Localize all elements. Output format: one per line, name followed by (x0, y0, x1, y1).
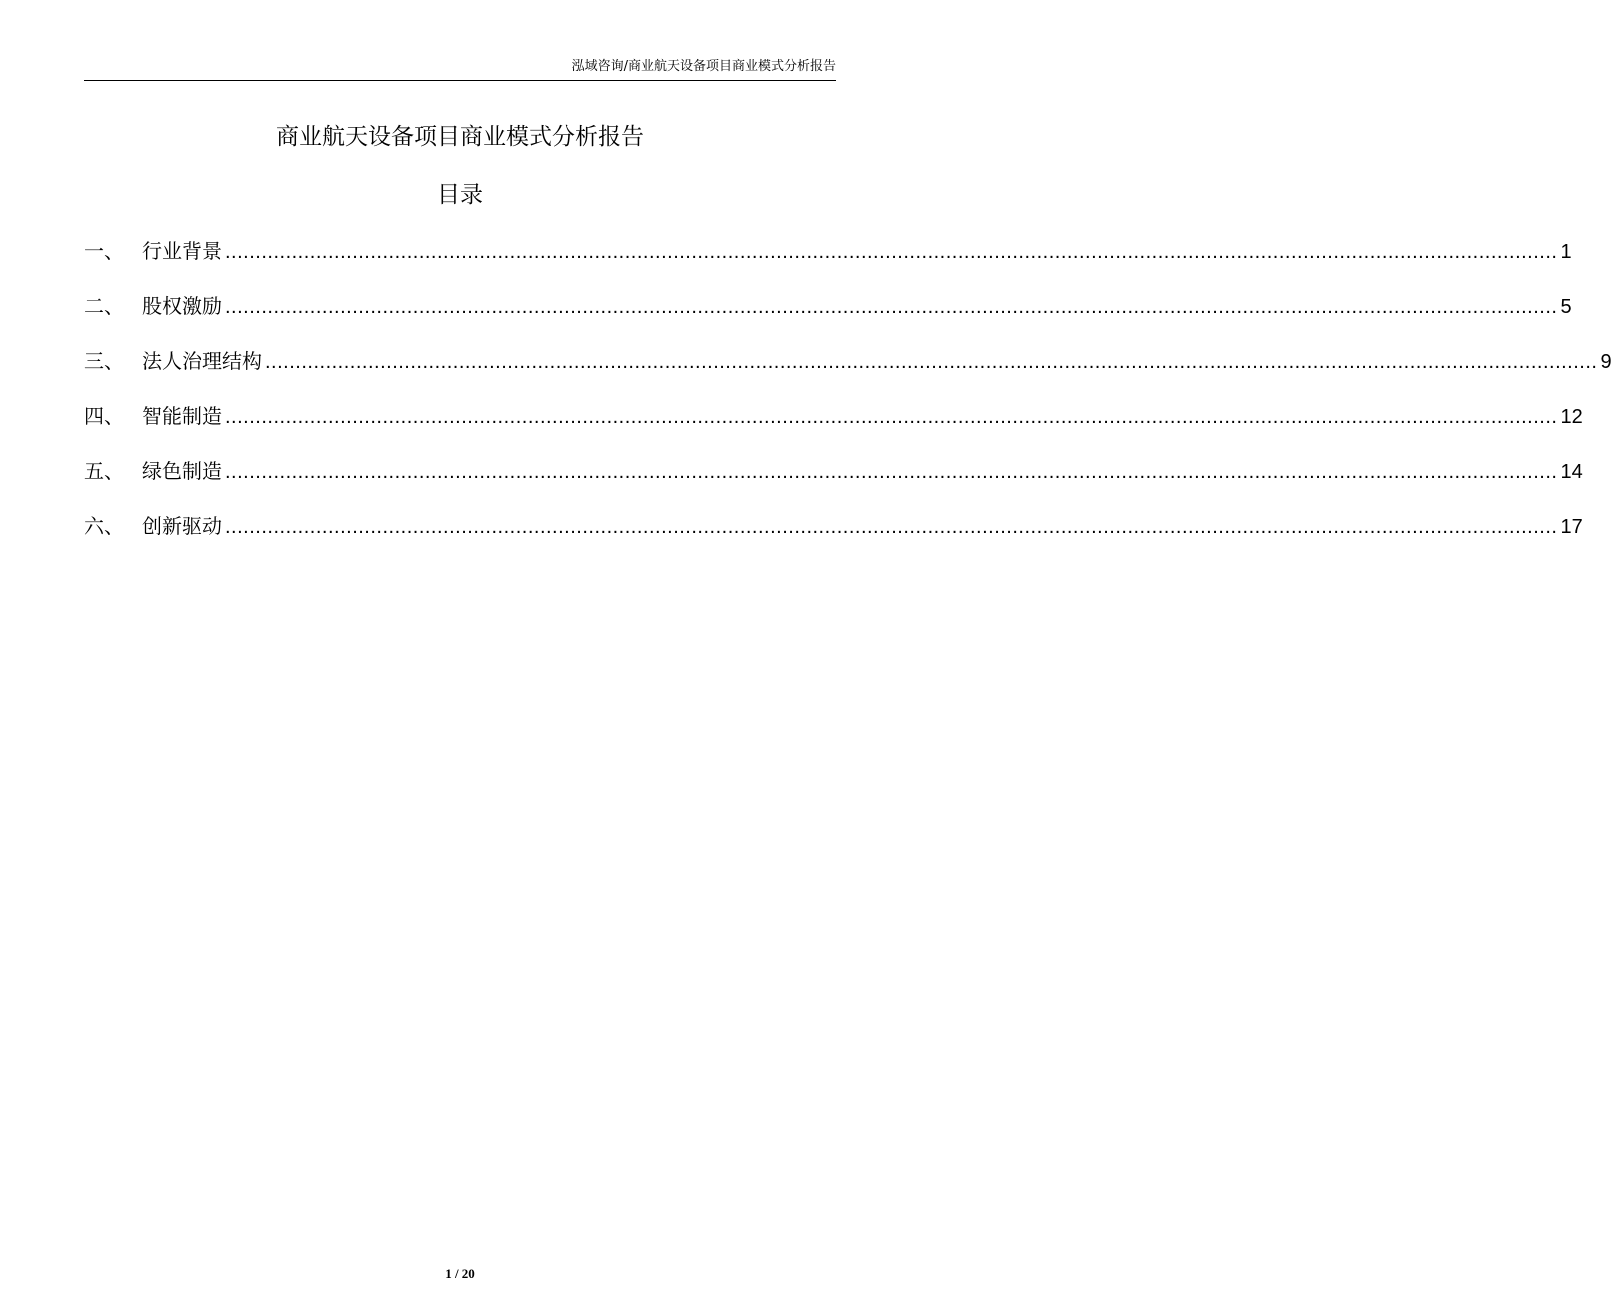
running-header: 泓域咨询/商业航天设备项目商业模式分析报告 (571, 59, 836, 74)
toc-dot-leader: ............................................................................................................................................................................................................................ (225, 461, 1558, 483)
toc-entry-number: 一、 (84, 239, 124, 263)
toc-dot-leader: ............................................................................................................................................................................................................................ (265, 351, 1598, 373)
toc-entry-page: 1 (1560, 241, 1572, 263)
toc-entry-number: 五、 (84, 459, 124, 483)
toc-heading: 目录 (437, 182, 483, 208)
toc-entry-page: 14 (1560, 461, 1583, 483)
toc-entry-number: 三、 (84, 349, 124, 373)
toc-dot-leader: ............................................................................................................................................................................................................................ (225, 241, 1558, 263)
toc-dot-leader: ............................................................................................................................................................................................................................ (225, 296, 1558, 318)
toc-entry-label: 绿色制造 (142, 459, 222, 483)
toc-entry-page: 9 (1600, 351, 1612, 373)
header-divider (84, 80, 836, 81)
toc-entry-number: 二、 (84, 294, 124, 318)
toc-entry-page: 5 (1560, 296, 1572, 318)
toc-entry[interactable] (84, 346, 1612, 401)
toc-entry[interactable] (84, 511, 1583, 566)
toc-entry[interactable] (84, 236, 1572, 291)
document-title: 商业航天设备项目商业模式分析报告 (276, 124, 644, 150)
toc-dot-leader: ............................................................................................................................................................................................................................ (225, 406, 1558, 428)
table-of-contents (84, 236, 1612, 566)
toc-entry[interactable] (84, 291, 1572, 346)
toc-entry-label: 股权激励 (142, 294, 222, 318)
toc-entry-number: 四、 (84, 404, 124, 428)
toc-entry-number: 六、 (84, 514, 124, 538)
toc-entry[interactable] (84, 456, 1583, 511)
toc-entry-label: 行业背景 (142, 239, 222, 263)
toc-entry-page: 17 (1560, 516, 1583, 538)
toc-entry-label: 创新驱动 (142, 514, 222, 538)
toc-entry[interactable] (84, 401, 1583, 456)
toc-entry-label: 法人治理结构 (142, 349, 262, 373)
toc-entry-label: 智能制造 (142, 404, 222, 428)
toc-dot-leader: ............................................................................................................................................................................................................................ (225, 516, 1558, 538)
page-number: 1 / 20 (445, 1266, 475, 1281)
toc-entry-page: 12 (1560, 406, 1583, 428)
